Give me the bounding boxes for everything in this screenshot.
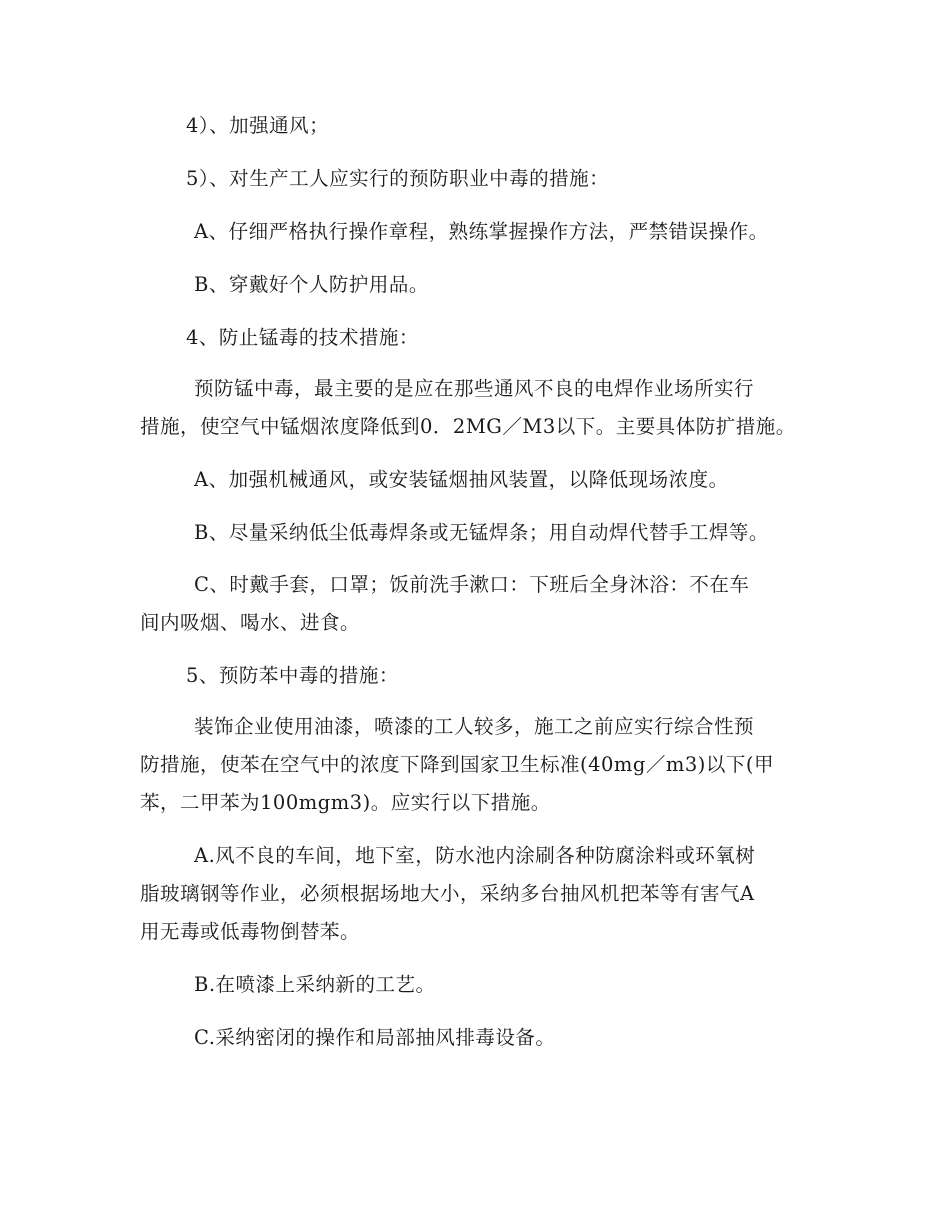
text-line: 4）、加强通风； bbox=[186, 114, 330, 137]
text-line: A、加强机械通风，或安装锰烟抽风装置，以降低现场浓度。 bbox=[194, 468, 729, 491]
text-line: 装饰企业使用油漆，喷漆的工人较多，施工之前应实行综合性预 bbox=[194, 715, 755, 738]
text-line: 脂玻璃钢等作业，必须根据场地大小，采纳多台抽风机把苯等有害气A bbox=[140, 882, 755, 905]
text-line: 预防锰中毒，最主要的是应在那些通风不良的电焊作业场所实行 bbox=[194, 377, 755, 400]
text-line: 防措施，使苯在空气中的浓度下降到国家卫生标准(40mg／m3)以下(甲 bbox=[140, 753, 775, 776]
text-line: 间内吸烟、喝水、进食。 bbox=[140, 611, 361, 634]
text-line: 苯，二甲苯为100mgm3)。应实行以下措施。 bbox=[140, 791, 551, 814]
text-line: 5、预防苯中毒的措施： bbox=[186, 664, 399, 687]
text-line: 4、防止锰毒的技术措施： bbox=[186, 326, 419, 349]
text-line: 5）、对生产工人应实行的预防职业中毒的措施： bbox=[186, 167, 610, 190]
text-line: 措施，使空气中锰烟浓度降低到0．2MG／M3以下。主要具体防扩措施。 bbox=[140, 415, 796, 438]
text-line: B.在喷漆上采纳新的工艺。 bbox=[194, 973, 436, 996]
text-line: 用无毒或低毒物倒替苯。 bbox=[140, 920, 361, 943]
text-line: B、尽量采纳低尘低毒焊条或无锰焊条；用自动焊代替手工焊等。 bbox=[194, 521, 769, 544]
text-line: A、仔细严格执行操作章程，熟练掌握操作方法，严禁错误操作。 bbox=[194, 220, 769, 243]
text-line: B、穿戴好个人防护用品。 bbox=[194, 273, 429, 296]
text-line: C、时戴手套，口罩；饭前洗手漱口：下班后全身沐浴：不在车 bbox=[194, 573, 750, 596]
text-line: A.风不良的车间，地下室，防水池内涂刷各种防腐涂料或环氧树 bbox=[194, 844, 756, 867]
text-line: C.采纳密闭的操作和局部抽风排毒设备。 bbox=[194, 1026, 556, 1049]
